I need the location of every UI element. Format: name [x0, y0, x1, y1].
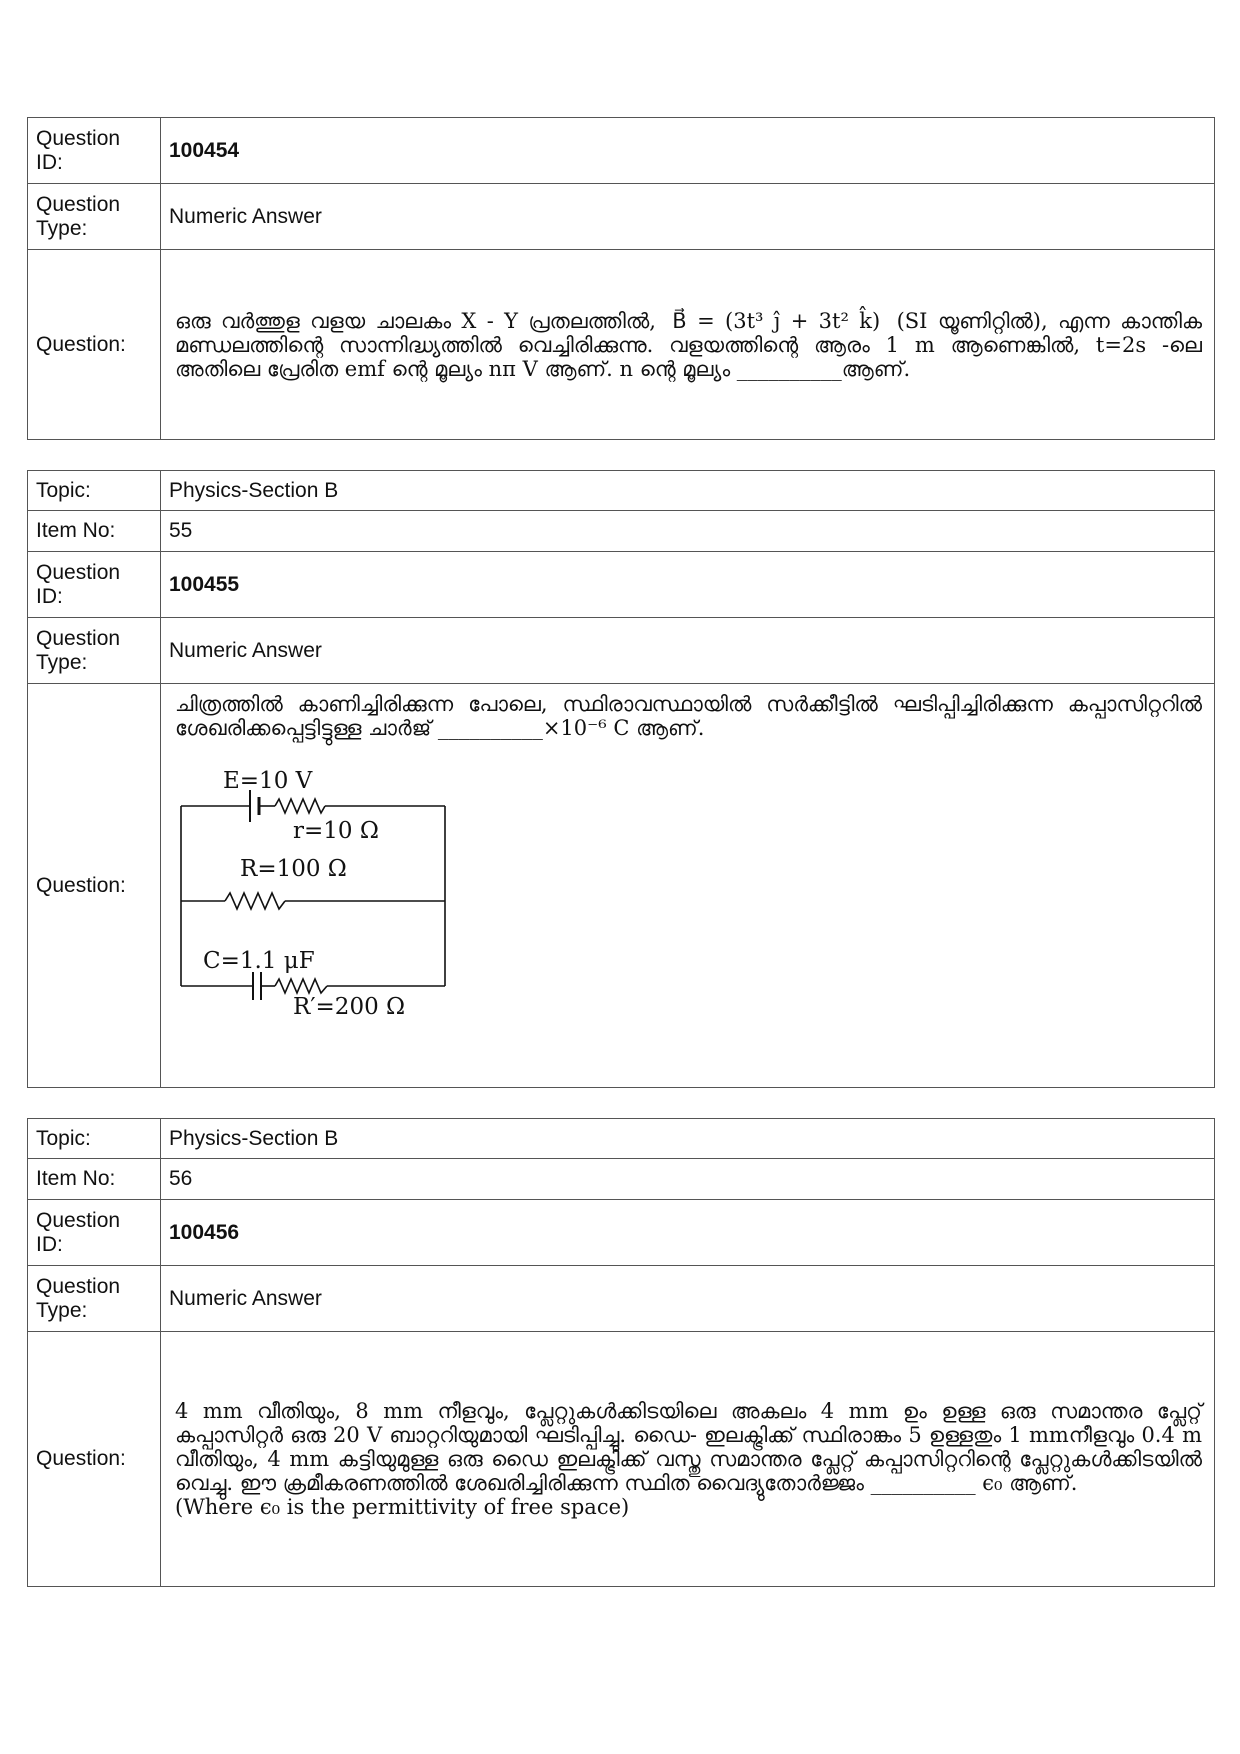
question-type-label: Question Type:	[28, 618, 161, 684]
question-id-label: Question ID:	[28, 118, 161, 184]
circuit-diagram	[175, 746, 465, 1016]
item-no-label: Item No:	[28, 511, 161, 552]
emf-label: E=10 V	[223, 768, 313, 794]
magnetic-field-formula: B⃗ = (3t³ ĵ + 3t² k̂)	[672, 308, 881, 333]
question-type-value: Numeric Answer	[161, 184, 1215, 250]
question-id-value: 100455	[161, 552, 1215, 618]
question-id-label: Question ID:	[28, 1200, 161, 1266]
question-id-value: 100454	[161, 118, 1215, 184]
question-label: Question:	[28, 250, 161, 440]
question-text	[161, 250, 1215, 440]
item-no-value: 56	[161, 1159, 1215, 1200]
question-type-label: Question Type:	[28, 184, 161, 250]
question-type-value: Numeric Answer	[161, 1266, 1215, 1332]
capacitor-label: C=1.1 μF	[203, 948, 315, 974]
question-block-100455	[27, 470, 1215, 1088]
question-text: ചിത്രത്തിൽ കാണിച്ചിരിക്കുന്ന പോലെ, സ്ഥിരാവസ്ഥായിൽ സർക്കീട്ടിൽ ഘടിപ്പിച്ചിരിക്കുന്ന കപ്പാസിറ്ററിൽ ശേഖരിക്കപ്പെട്ടിട്ടുള്ള ചാർജ് __________×10⁻⁶ C ആണ്.	[175, 692, 1202, 740]
topic-value: Physics-Section B	[161, 471, 1215, 511]
topic-label: Topic:	[28, 471, 161, 511]
topic-value: Physics-Section B	[161, 1119, 1215, 1159]
question-id-value: 100456	[161, 1200, 1215, 1266]
question-type-value: Numeric Answer	[161, 618, 1215, 684]
internal-resistance-label: r=10 Ω	[293, 818, 379, 844]
question-cell	[161, 1332, 1215, 1587]
question-label: Question:	[28, 1332, 161, 1587]
question-text-part-2: (SI യൂണിറ്റിൽ), എന്ന കാന്തിക മണ്ഡലത്തിന്റെ സാന്നിദ്ധ്യത്തിൽ വെച്ചിരിക്കുന്നു. വളയത്തിന്റെ ആരം 1 m ആണെങ്കിൽ, t=2s -ലെ അതിലെ പ്രേരിത emf ന്റെ മൂല്യം nπ V ആണ്. n ന്റെ മൂല്യം __________ആണ്.	[175, 308, 1202, 381]
question-type-label: Question Type:	[28, 1266, 161, 1332]
resistor-r-prime-label: R′=200 Ω	[293, 994, 406, 1016]
question-label: Question:	[28, 684, 161, 1088]
item-no-label: Item No:	[28, 1159, 161, 1200]
question-text: 4 mm വീതിയും, 8 mm നീളവും, പ്ലേറ്റുകൾക്കിടയിലെ അകലം 4 mm ഉം ഉള്ള ഒരു സമാന്തര പ്ലേറ്റ് കപ്പാസിറ്റർ ഒരു 20 V ബാറ്ററിയുമായി ഘടിപ്പിച്ചു. ഡൈ- ഇലക്ട്രിക്ക് സ്ഥിരാങ്കം 5 ഉള്ളതും 1 mmനീളവും 0.4 m വീതിയും, 4 mm കട്ടിയുമുള്ള ഒരു ഡൈ ഇലക്ട്രിക്ക് വസ്തു സമാന്തര പ്ലേറ്റ് കപ്പാസിറ്ററിന്റെ പ്ലേറ്റുകൾക്കിടയിൽ വെച്ചു. ഈ ക്രമീകരണത്തിൽ ശേഖരിച്ചിരിക്കുന്ന സ്ഥിത വൈദ്യുതോർജ്ജം __________ ϵ₀ ആണ്.	[175, 1399, 1202, 1495]
question-cell	[161, 684, 1215, 1088]
question-text-part-1: ഒരു വർത്തുള വളയ ചാലകം X - Y പ്രതലത്തിൽ,	[175, 308, 656, 333]
resistor-r-label: R=100 Ω	[240, 856, 347, 882]
question-block-100456	[27, 1118, 1215, 1587]
item-no-value: 55	[161, 511, 1215, 552]
question-block-100454	[27, 117, 1215, 440]
topic-label: Topic:	[28, 1119, 161, 1159]
question-note: (Where ϵ₀ is the permittivity of free space)	[175, 1495, 630, 1519]
question-id-label: Question ID:	[28, 552, 161, 618]
